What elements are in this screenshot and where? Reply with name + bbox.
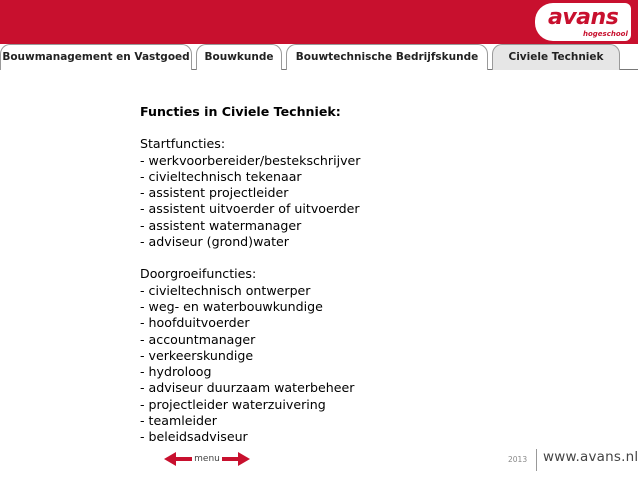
- list-item: - accountmanager: [140, 331, 256, 347]
- list-item: - beleidsadviseur: [140, 429, 248, 445]
- list-item: - adviseur (grond)water: [140, 234, 289, 250]
- slide-content: [140, 104, 360, 446]
- logo-wordmark: avans: [548, 5, 619, 30]
- menu-button[interactable]: menu: [192, 452, 222, 466]
- list-item: - projectleider waterzuivering: [140, 396, 326, 412]
- footer-year: 2013: [508, 455, 528, 464]
- list-item: - teamleider: [140, 413, 217, 429]
- tab-bouwkunde[interactable]: Bouwkunde: [196, 44, 282, 70]
- list-item: - assistent uitvoerder of uitvoerder: [140, 201, 360, 217]
- footer-url[interactable]: www.avans.nl: [543, 449, 638, 465]
- list-item: - weg- en waterbouwkundige: [140, 298, 323, 314]
- list-item: - adviseur duurzaam waterbeheer: [140, 380, 355, 396]
- list-item: - civieltechnisch tekenaar: [140, 168, 302, 184]
- menu-nav[interactable]: [164, 452, 250, 466]
- previous-arrow-icon[interactable]: [164, 452, 176, 466]
- list-item: - verkeerskundige: [140, 347, 254, 363]
- list-item: - assistent projectleider: [140, 185, 289, 201]
- logo-subtitle: hogeschool: [583, 30, 628, 38]
- list-item: - hydroloog: [140, 364, 212, 380]
- tab-bouwtechnische-bedrijfskunde[interactable]: Bouwtechnische Bedrijfskunde: [286, 44, 488, 70]
- footer-divider: [536, 449, 537, 471]
- list-item: - assistent watermanager: [140, 217, 302, 233]
- start-heading: Startfuncties:: [140, 136, 226, 152]
- tab-civiele-techniek[interactable]: Civiele Techniek: [492, 44, 620, 70]
- list-item: - civieltechnisch ontwerper: [140, 282, 311, 298]
- list-item: - hoofduitvoerder: [140, 315, 250, 331]
- growth-heading: Doorgroeifuncties:: [140, 266, 257, 282]
- next-arrow-icon[interactable]: [238, 452, 250, 466]
- tab-bouwmanagement[interactable]: Bouwmanagement en Vastgoed: [0, 44, 192, 70]
- list-item: - werkvoorbereider/bestekschrijver: [140, 152, 361, 168]
- page-title: Functies in Civiele Techniek:: [140, 104, 341, 119]
